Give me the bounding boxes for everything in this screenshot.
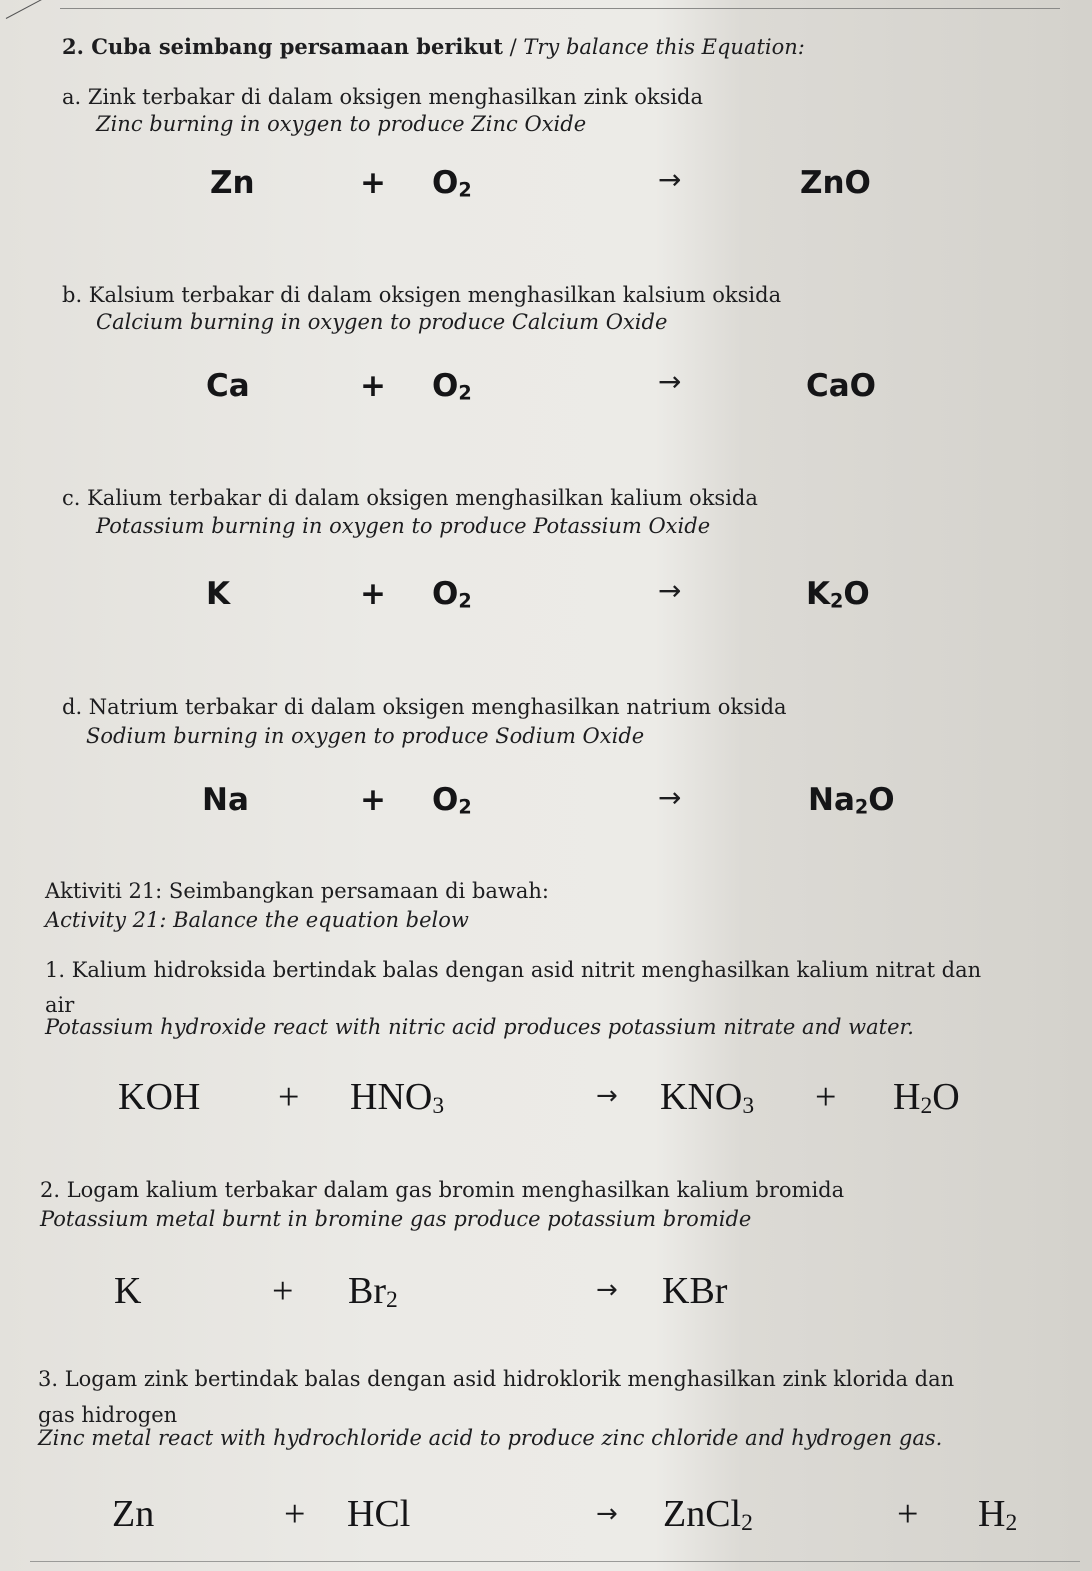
item-1-product-2: $H_2O$ xyxy=(893,1076,960,1120)
item-1-reactant-2: $HNO_3$ xyxy=(350,1076,445,1120)
item-3-reactant-2: HCl xyxy=(347,1493,411,1535)
part-d-reactant-1: Na xyxy=(202,782,249,818)
part-a-english: Zinc burning in oxygen to produce Zinc Oxide xyxy=(96,112,587,136)
bottom-rule xyxy=(30,1561,1080,1562)
item-3-product-1: ZnCl$_2$ xyxy=(663,1493,753,1537)
part-d-product: $Na_2O$ xyxy=(808,782,895,819)
activity-title-english: Activity 21: Balance the equation below xyxy=(45,908,469,932)
part-a-plus: + xyxy=(360,165,386,201)
heading-malay: 2. Cuba seimbang persamaan berikut xyxy=(62,34,503,59)
part-c-product: $K_2O$ xyxy=(806,576,870,613)
part-b-malay: b. Kalsium terbakar di dalam oksigen menghasilkan kalsium oksida xyxy=(62,283,782,307)
item-1-plus-2: + xyxy=(815,1076,837,1118)
heading-separator: / xyxy=(502,35,524,59)
item-2-arrow: → xyxy=(596,1275,618,1305)
part-c-reactant-2: $O_2$ xyxy=(432,576,472,613)
part-b-reactant-2: $O_2$ xyxy=(432,368,472,405)
corner-mark xyxy=(6,0,45,19)
item-2-reactant-1: K xyxy=(114,1270,142,1312)
item-1-plus-1: + xyxy=(278,1076,300,1118)
part-c-english: Potassium burning in oxygen to produce Potassium Oxide xyxy=(96,514,711,538)
part-c-reactant-1: K xyxy=(206,576,231,612)
part-b-arrow: → xyxy=(658,365,682,398)
part-d-plus: + xyxy=(360,782,386,818)
item-1-malay-line-1: 1. Kalium hidroksida bertindak balas dengan asid nitrit menghasilkan kalium nitrat dan xyxy=(45,958,982,982)
part-d-arrow: → xyxy=(658,781,682,814)
item-1-reactant-1: KOH xyxy=(118,1076,201,1118)
part-d-malay: d. Natrium terbakar di dalam oksigen menghasilkan natrium oksida xyxy=(62,695,787,719)
part-a-malay: a. Zink terbakar di dalam oksigen menghasilkan zink oksida xyxy=(62,85,704,109)
part-c-malay: c. Kalium terbakar di dalam oksigen menghasilkan kalium oksida xyxy=(62,486,758,510)
activity-title-malay: Aktiviti 21: Seimbangkan persamaan di bawah: xyxy=(45,879,549,903)
item-3-arrow: → xyxy=(596,1499,618,1529)
item-1-arrow: → xyxy=(596,1081,618,1111)
item-2-english: Potassium metal burnt in bromine gas produce potassium bromide xyxy=(40,1207,752,1231)
part-a-product: ZnO xyxy=(800,165,871,201)
section-heading xyxy=(62,36,805,58)
item-2-reactant-2: $Br_2$ xyxy=(348,1270,398,1314)
part-c-arrow: → xyxy=(658,574,682,607)
part-d-english: Sodium burning in oxygen to produce Sodium Oxide xyxy=(86,724,645,748)
item-1-product-1: $KNO_3$ xyxy=(660,1076,755,1120)
part-a-reactant-1: Zn xyxy=(210,165,255,201)
item-3-plus-2: + xyxy=(897,1493,919,1535)
item-3-english: Zinc metal react with hydrochloride acid to produce zinc chloride and hydrogen gas. xyxy=(38,1426,943,1450)
part-b-reactant-1: Ca xyxy=(206,368,250,404)
part-b-plus: + xyxy=(360,368,386,404)
item-3-malay-line-2: gas hidrogen xyxy=(38,1403,178,1427)
item-2-malay: 2. Logam kalium terbakar dalam gas bromin menghasilkan kalium bromida xyxy=(40,1178,845,1202)
item-3-plus-1: + xyxy=(284,1493,306,1535)
item-3-reactant-1: Zn xyxy=(112,1493,155,1535)
part-c-plus: + xyxy=(360,576,386,612)
top-rule xyxy=(60,8,1060,9)
item-1-english: Potassium hydroxide react with nitric acid produces potassium nitrate and water. xyxy=(45,1015,914,1039)
item-2-product: KBr xyxy=(662,1270,728,1312)
item-1-malay-line-2: air xyxy=(45,993,75,1017)
part-a-arrow: → xyxy=(658,163,682,196)
part-a-reactant-2: $O_2$ xyxy=(432,165,472,202)
item-3-product-2: $H_2$ xyxy=(978,1493,1018,1537)
item-2-plus: + xyxy=(272,1270,294,1312)
item-3-malay-line-1: 3. Logam zink bertindak balas dengan asid hidroklorik menghasilkan zink klorida dan xyxy=(38,1367,955,1391)
heading-english: Try balance this Equation: xyxy=(523,35,805,59)
part-b-english: Calcium burning in oxygen to produce Calcium Oxide xyxy=(96,310,668,334)
part-d-reactant-2: $O_2$ xyxy=(432,782,472,819)
part-b-product: CaO xyxy=(806,368,877,404)
